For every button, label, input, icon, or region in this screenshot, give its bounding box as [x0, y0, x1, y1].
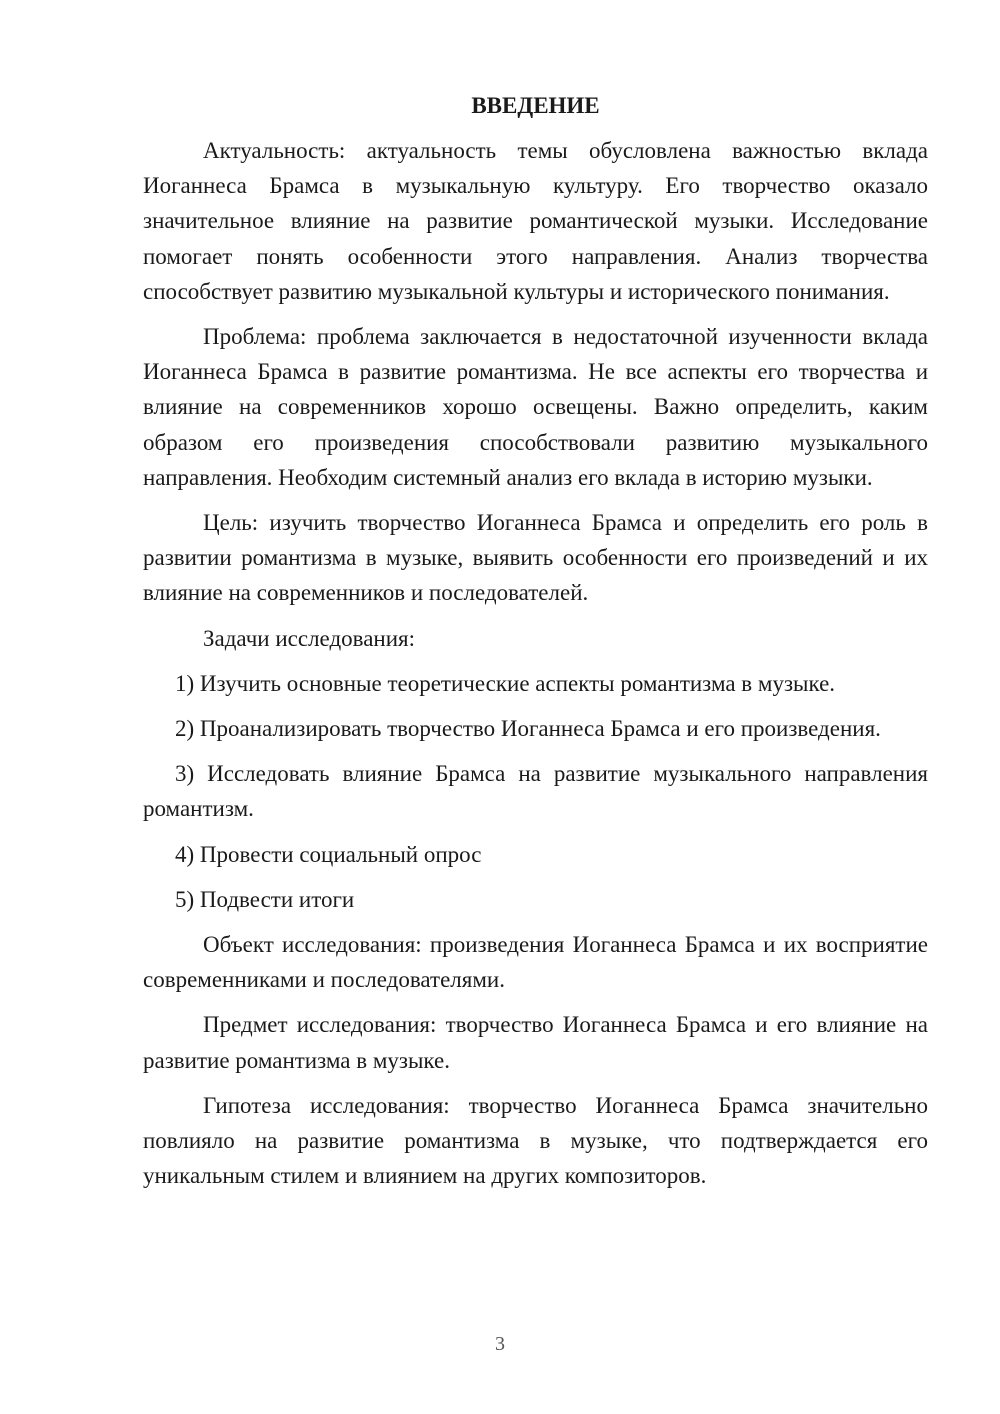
task-item: 5) Подвести итоги — [175, 886, 355, 912]
document-page — [143, 88, 928, 1203]
page-number: 3 — [495, 1333, 505, 1355]
object-paragraph: Объект исследования: произведения Иоганнеса Брамса и их восприятие современниками и последователями. — [143, 932, 928, 993]
relevance-paragraph: Актуальность: актуальность темы обусловлена важностью вклада Иоганнеса Брамса в музыкальную культуру. Его творчество оказало значительное влияние на развитие романтической музыки. Исследование помогает понять особенности этого направления. Анализ творчества способствует развитию музыкальной культуры и исторического понимания. — [143, 138, 928, 304]
problem-paragraph: Проблема: проблема заключается в недостаточной изученности вклада Иоганнеса Брамса в развитие романтизма. Не все аспекты его творчества и влияние на современников хорошо освещены. Важно определить, каким образом его произведения способствовали развитию музыкального направления. Необходим системный анализ его вклада в историю музыки. — [143, 324, 928, 490]
goal-paragraph: Цель: изучить творчество Иоганнеса Брамса и определить его роль в развитии романтизма в музыке, выявить особенности его произведений и их влияние на современников и последователей. — [143, 510, 928, 606]
hypothesis-paragraph: Гипотеза исследования: творчество Иоганнеса Брамса значительно повлияло на развитие романтизма в музыке, что подтверждается его уникальным стилем и влиянием на других композиторов. — [143, 1092, 928, 1189]
task-item: 2) Проанализировать творчество Иоганнеса Брамса и его произведения. — [175, 716, 881, 742]
task-item: 3) Исследовать влияние Брамса на развитие музыкального направления романтизм. — [143, 761, 928, 822]
tasks-heading: Задачи исследования: — [203, 625, 416, 651]
section-title: ВВЕДЕНИЕ — [471, 93, 600, 118]
task-item: 1) Изучить основные теоретические аспекты романтизма в музыке. — [175, 670, 836, 696]
subject-paragraph: Предмет исследования: творчество Иоганнеса Брамса и его влияние на развитие романтизма в музыке. — [143, 1012, 928, 1073]
task-item: 4) Провести социальный опрос — [175, 841, 482, 867]
